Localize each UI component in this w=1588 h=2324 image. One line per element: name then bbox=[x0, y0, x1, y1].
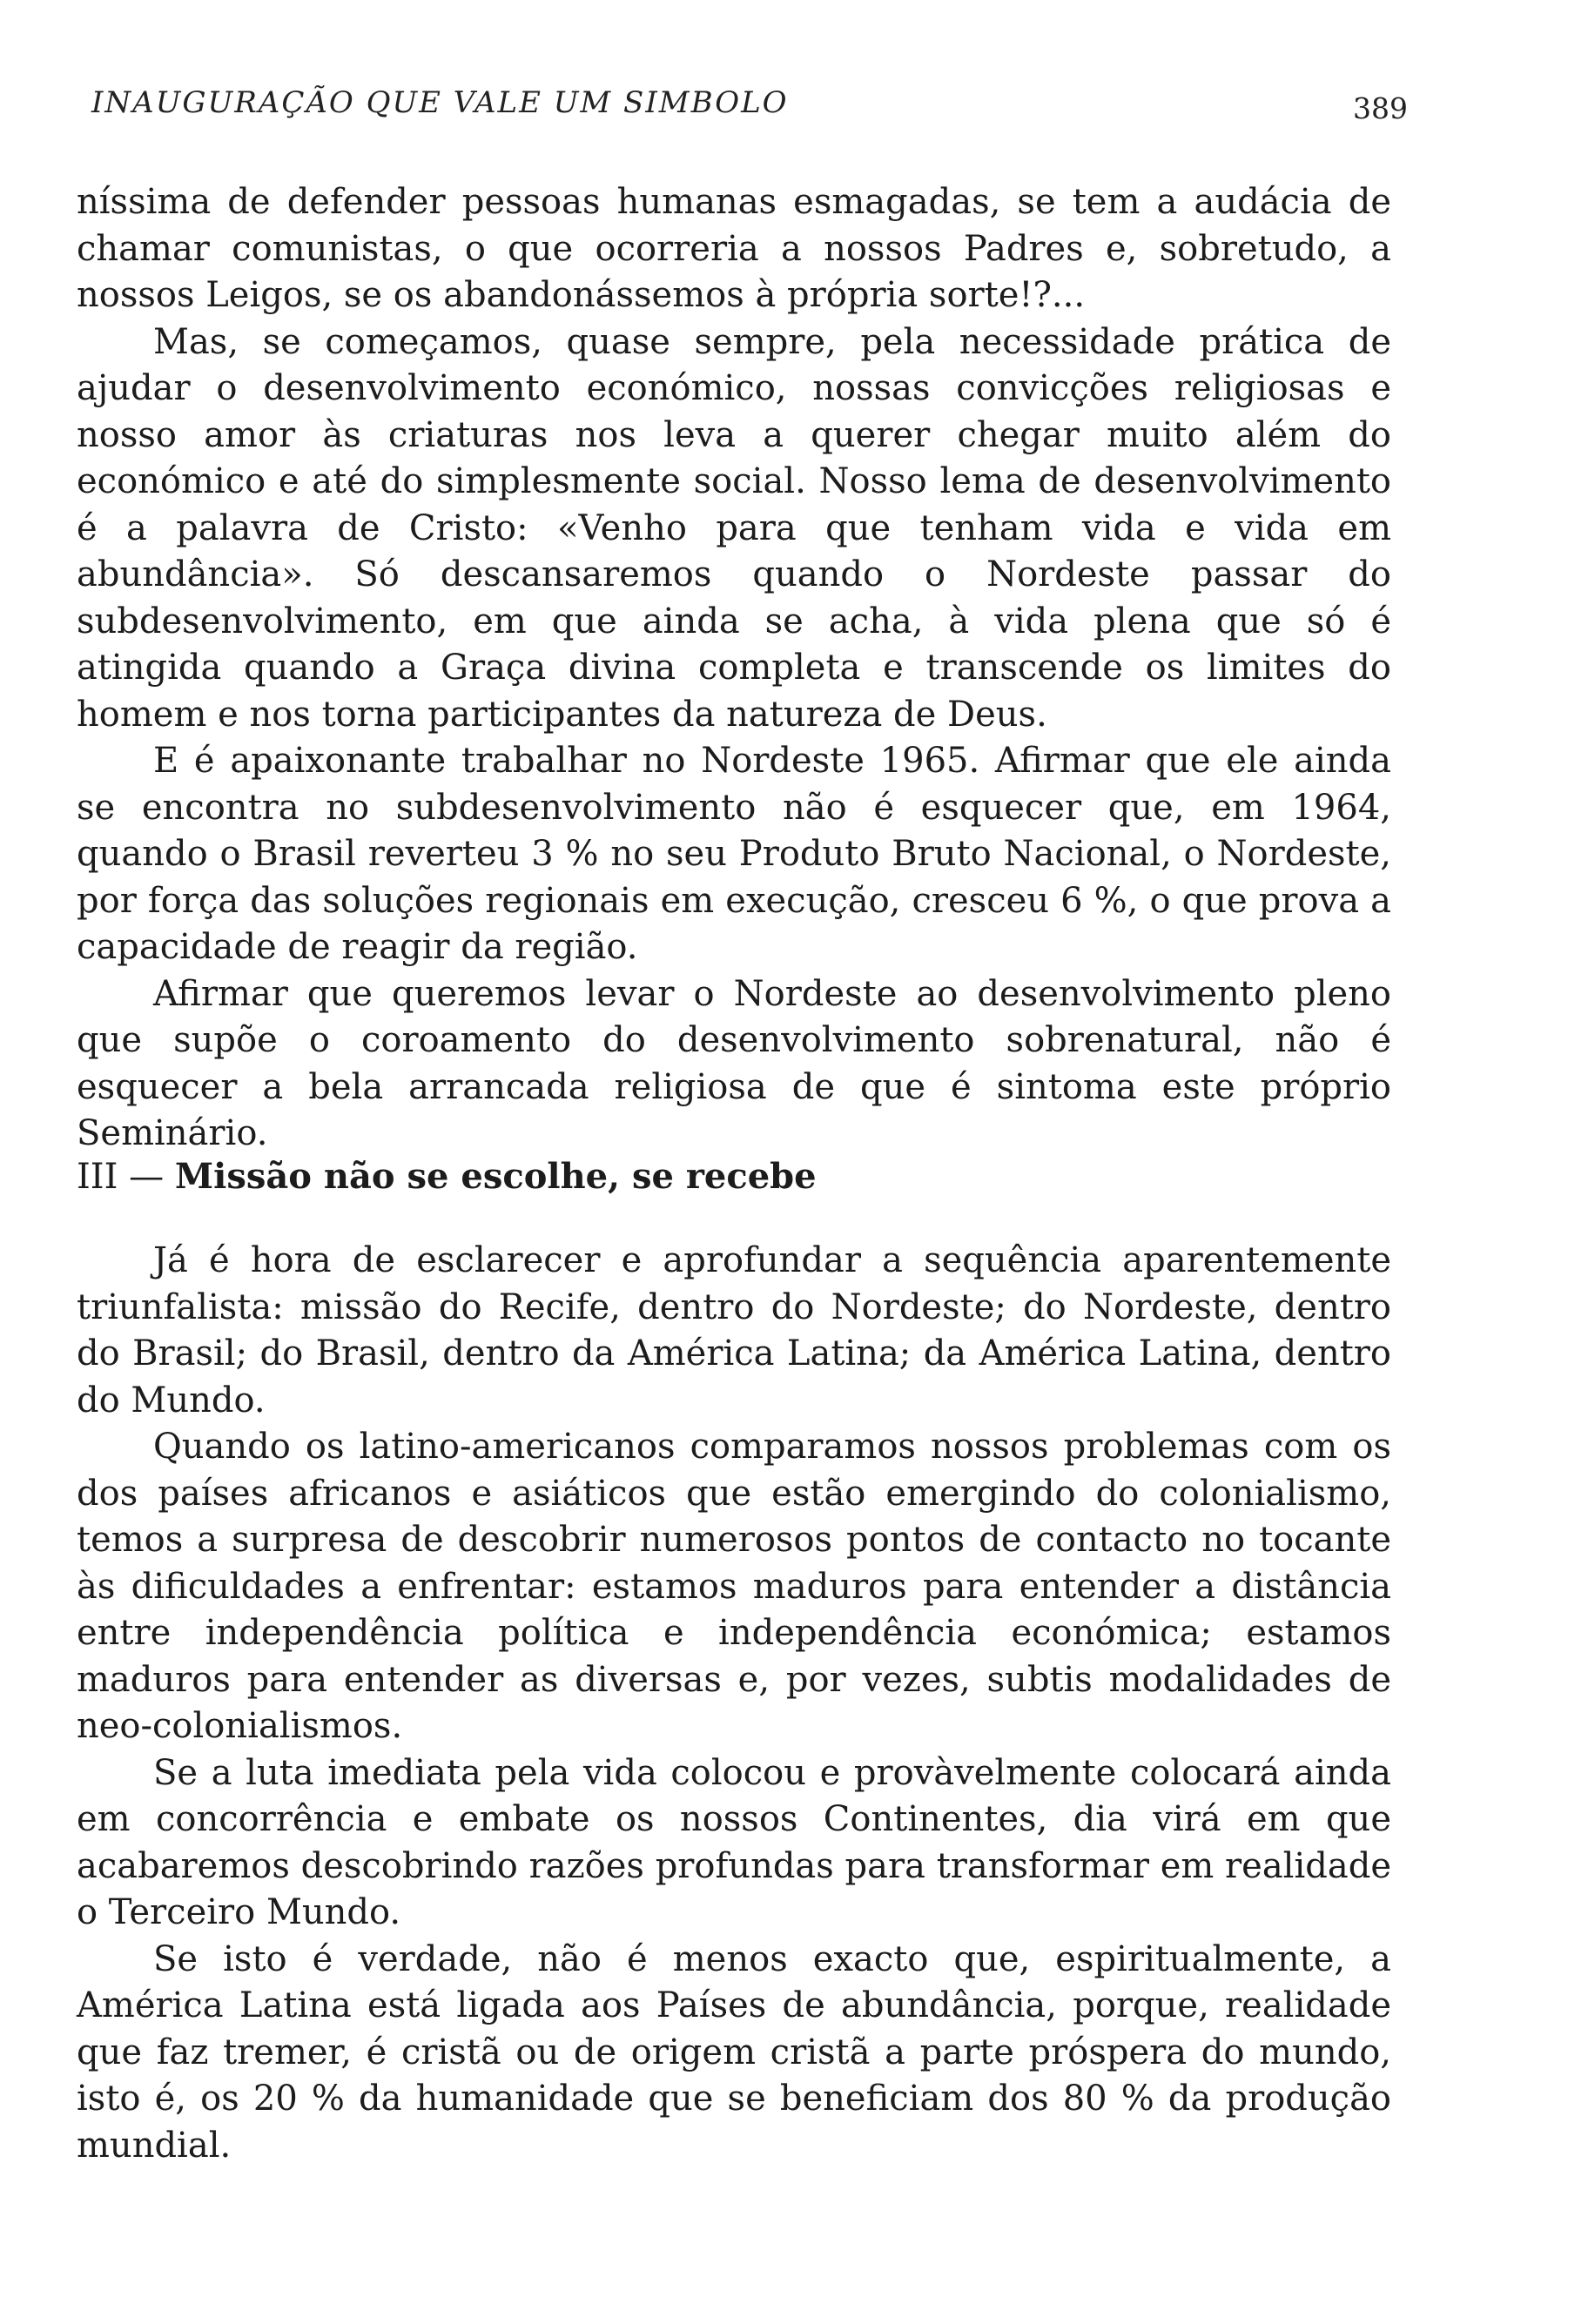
paragraph: Se a luta imediata pela vida colocou e provàvelmente colocará ainda em concorrência e embate os nossos Continentes, dia virá em que acabaremos descobrindo razões profundas para transformar em realidade o Terceiro Mundo. bbox=[77, 1752, 1391, 1932]
paragraph: Se isto é verdade, não é menos exacto que, espiritualmente, a América Latina está ligada aos Países de abundância, porque, realidade que faz tremer, é cristã ou de origem cristã a parte próspera do mundo, isto é, os 20 % da humanidade que se beneficiam dos 80 % da produção mundial. bbox=[77, 1938, 1391, 2166]
paragraph: Já é hora de esclarecer e aprofundar a sequência aparentemente triunfalista: missão do Recife, dentro do Nordeste; do Nordeste, dentro do Brasil; do Brasil, dentro da América Latina; da América Latina, dentro do Mundo. bbox=[77, 1240, 1391, 1421]
running-title: INAUGURAÇÃO QUE VALE UM SIMBOLO bbox=[91, 85, 789, 120]
section-text-block bbox=[77, 1238, 1391, 2169]
paragraph: E é apaixonante trabalhar no Nordeste 1965. Afirmar que ele ainda se encontra no subdesenvolvimento não é esquecer que, em 1964, quando o Brasil reverteu 3 % no seu Produto Bruto Nacional, o Nordeste, por força das soluções regionais em execução, cresceu 6 %, o que prova a capacidade de reagir da região. bbox=[77, 741, 1391, 967]
paragraph: Quando os latino-americanos comparamos nossos problemas com os dos países africanos e asiáticos que estão emergindo do colonialismo, temos a surpresa de descobrir numerosos pontos de contacto no tocante às dificuldades a enfrentar: estamos maduros para entender a distância entre independência política e independência económica; estamos maduros para entender as diversas e, por vezes, subtis modalidades de neo-colonialismos. bbox=[77, 1427, 1391, 1746]
section-title: Missão não se escolhe, se recebe bbox=[174, 1156, 817, 1197]
section-heading bbox=[77, 1153, 1383, 1200]
paragraph: níssima de defender pessoas humanas esmagadas, se tem a audácia de chamar comunistas, o que ocorreria a nossos Padres e, sobretudo, a nossos Leigos, se os abandonássemos à própria sorte!?... bbox=[77, 182, 1391, 315]
continued-text-block bbox=[77, 179, 1391, 1158]
paragraph: Afirmar que queremos levar o Nordeste ao desenvolvimento pleno que supõe o coroamento do desenvolvimento sobrenatural, não é esquecer a bela arrancada religiosa de que é sintoma este próprio Seminário. bbox=[77, 973, 1391, 1153]
paragraph: Mas, se começamos, quase sempre, pela necessidade prática de ajudar o desenvolvimento económico, nossas convicções religiosas e nosso amor às criaturas nos leva a querer chegar muito além do económico e até do simplesmente social. Nosso lema de desenvolvimento é a palavra de Cristo: «Venho para que tenham vida e vida em abundância». Só descansaremos quando o Nordeste passar do subdesenvolvimento, em que ainda se acha, à vida plena que só é atingida quando a Graça divina completa e transcende os limites do homem e nos torna participantes da natureza de Deus. bbox=[77, 321, 1391, 735]
section-number: III — bbox=[77, 1157, 165, 1197]
page-number: 389 bbox=[1353, 91, 1408, 125]
